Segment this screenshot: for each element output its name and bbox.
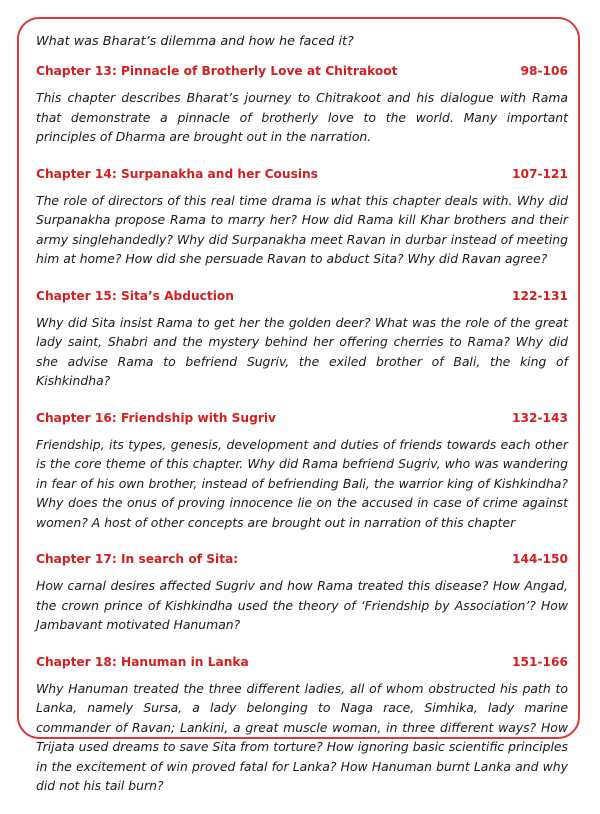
chapter-page-range: 132-143 <box>512 410 568 425</box>
chapter-heading <box>36 409 568 427</box>
chapter-page-range: 98-106 <box>520 64 568 78</box>
chapter-entry-13 <box>36 62 568 147</box>
chapter-entry-14 <box>36 165 568 269</box>
chapter-title: Chapter 17: In search of Sita: <box>36 552 239 566</box>
chapter-description: The role of directors of this real time drama is what this chapter deals with. Why did Surpanakha propose Rama to marry her? How did Rama kill Khar brothers and their army singlehandedly? Why did Surpanakha meet Ravan in durbar instead of meeting him at home? How did she persuade Ravan to abduct Sita? Why did Ravan agree? <box>36 192 568 266</box>
chapter-heading <box>36 653 568 671</box>
chapter-title: Chapter 18: Hanuman in Lanka <box>36 654 249 669</box>
chapter-title: Chapter 13: Pinnacle of Brotherly Love at Chitrakoot <box>36 64 398 78</box>
chapter-description: This chapter describes Bharat’s journey to Chitrakoot and his dialogue with Rama that demonstrate a pinnacle of brotherly love to the world. Many important principles of Dharma are brought out in the narration. <box>36 90 568 144</box>
chapter-description: Friendship, its types, genesis, development and duties of friends towards each other is the core theme of this chapter. Why did Rama befriend Sugriv, who was wandering in fear of his own brother, instead of befriending Bali, the warrior king of Kishkindha? Why does the onus of proving innocence lie on the accused in case of crime against women? A host of other concepts are brought out in narration of this chapter <box>36 436 568 530</box>
chapter-heading <box>36 62 568 80</box>
chapter-title: Chapter 14: Surpanakha and her Cousins <box>36 166 318 181</box>
chapter-page-range: 122-131 <box>512 288 568 303</box>
chapter-page-range: 144-150 <box>512 552 568 566</box>
intro-question-text: What was Bharat’s dilemma and how he faced it? <box>36 34 354 49</box>
chapter-heading <box>36 165 568 183</box>
chapter-heading <box>36 550 568 568</box>
chapter-entry-16 <box>36 409 568 533</box>
chapter-page-range: 151-166 <box>512 654 568 669</box>
contents-section <box>36 32 568 814</box>
chapter-heading <box>36 287 568 305</box>
chapter-entry-18 <box>36 653 568 796</box>
chapter-description: Why did Sita insist Rama to get her the golden deer? What was the role of the great lady saint, Shabri and the mystery behind her offering cherries to Rama? Why did she advise Rama to befriend Sugriv, the exiled brother of Bali, the king of Kishkindha? <box>36 314 568 388</box>
chapter-entry-17 <box>36 550 568 635</box>
chapter-entry-15 <box>36 287 568 391</box>
chapter-page-range: 107-121 <box>512 166 568 181</box>
chapter-title: Chapter 16: Friendship with Sugriv <box>36 410 276 425</box>
chapter-description: How carnal desires affected Sugriv and how Rama treated this disease? How Angad, the crown prince of Kishkindha used the theory of ‘Friendship by Association’? How Jambavant motivated Hanuman? <box>36 578 568 632</box>
chapter-title: Chapter 15: Sita’s Abduction <box>36 288 234 303</box>
chapter-description: Why Hanuman treated the three different ladies, all of whom obstructed his path to Lanka, namely Sursa, a lady belonging to Naga race, Simhika, lady marine commander of Ravan; Lankini, a great muscle woman, in three different ways? How Trijata used dreams to save Sita from torture? How ignoring basic scientific principles in the excitement of win proved fatal for Lanka? How Hanuman burnt Lanka and why did not his tail burn? <box>36 680 568 793</box>
